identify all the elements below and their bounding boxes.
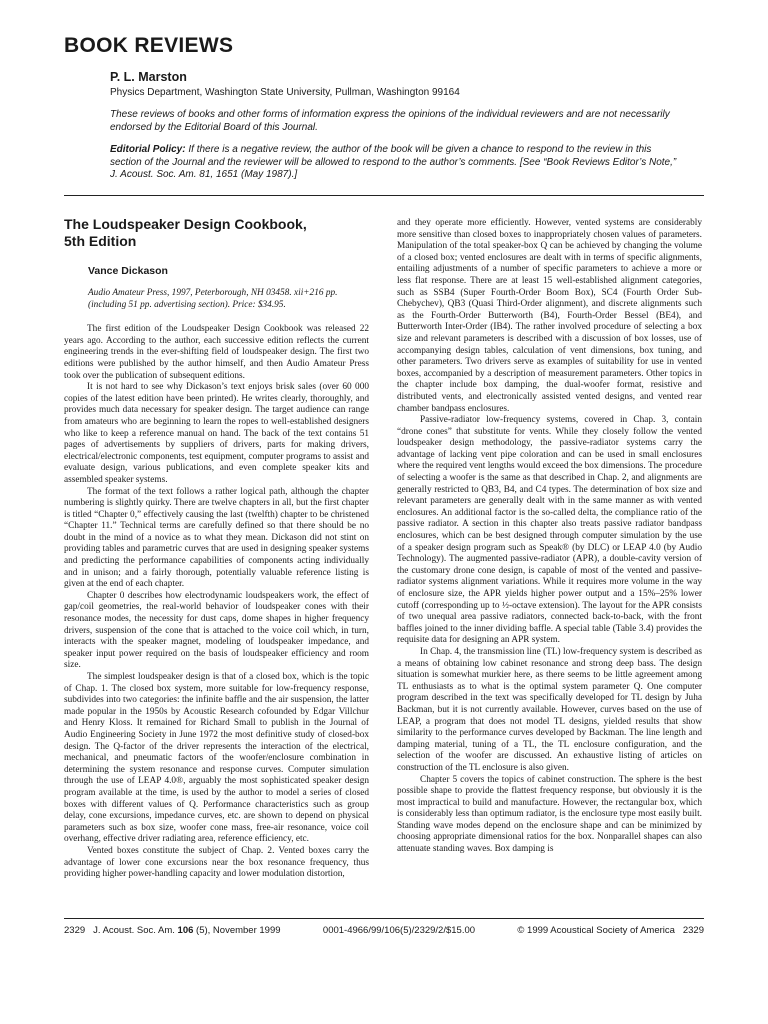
review-title-line2: 5th Edition: [64, 233, 137, 249]
page-number-right: 2329: [682, 925, 704, 936]
body-paragraph: Passive-radiator low-frequency systems, covered in Chap. 3, contain “drone cones” that substitute for vents. While they closely follow the vented loudspeaker design methodology, the passive-radiator systems carry the advantage of lacking vent pipe coloration and can be used in small enclosures where the required vent lengths would exceed the box dimensions. The procedure of selecting a woofer is the same as that described in Chap. 2, and alignments are generally restricted to QB3, B4, and C4 types. The determination of box size and relevant parameters are generally dealt with in the same manner as with vented enclosures. An additional factor is the so-called delta, the compliance ratio of the passive radiator. A section in this chapter also treats passive radiator bandpass enclosures, which can be best designed through computer simulation by the use of a speaker design program such as Speak® (by DLC) or LEAP 4.0 (by Audio Technology). The augmented passive-radiator (APR), a double-cavity version of the customary drone cone design, is capable of most of the vented and passive-radiator systems alignment variations. While it requires more volume in the way of enclosure size, the APR yields higher power output and a 15%–25% lower cutoff (corresponding up to ½-octave extension). The layout for the APR consists of two unequal area passive radiators, connected back-to-back, with the front baffles joined to the inner dividing baffle. A special table (Table 3.4) provides the requisite data for designing an APR system.: [397, 415, 702, 646]
policy-label: Editorial Policy:: [110, 144, 186, 155]
page-footer: [64, 925, 704, 936]
body-paragraph: In Chap. 4, the transmission line (TL) low-frequency system is described as a means of obtaining low cabinet resonance and strong deep bass. The design situation is somewhat murkier here, as there seems to be little agreement among TL enthusiasts as to what is the optimal system parameter Q. One computer program described in the text was specifically developed for TL design by Juha Backman, but it is not currently available. However, curves based on the use of LEAP, a program that does not model TL designs, yielded results that show similarity to the performance curves developed by Backman. The line length and damping material, tuning of a TL, the TL enclosure configuration, and the selection of the woofer are discussed. An exhaustive listing of articles on construction of the TL enclosure is also given.: [397, 646, 702, 773]
body-paragraph: It is not hard to see why Dickason’s text enjoys brisk sales (over 60 000 copies of the latest edition have been printed). He writes clearly, thoroughly, and provides much data necessary for speaker design. The target audience can range from amateurs who are beginning to learn the ropes to well-established designers who like to keep a reference manual on hand. The back of the text contains 51 pages of advertisements by suppliers of drivers, parts for making drivers, electrical/electronic components, test equipment, computer programs to assist and evaluate design, various publications, and even complete speaker kits and assembled speaker systems.: [64, 382, 369, 485]
body-paragraph: Chapter 0 describes how electrodynamic loudspeakers work, the effect of gap/coil geometries, the real-world behavior of loudspeaker cones with their resonance modes, the necessity for dust caps, dome shapes in higher frequency drivers, suspension of the cone that is attached to the voice coil which, in turn, interacts with the speaker magnet, modeling of loudspeaker impedance, and speaker input power required on the basis of loudspeaker efficiency and room size.: [64, 590, 369, 671]
editor-affiliation: Physics Department, Washington State University, Pullman, Washington 99164: [110, 87, 460, 98]
review-title: [64, 216, 369, 250]
editor-block: [110, 70, 670, 98]
page-number-left: 2329: [64, 925, 86, 936]
journal-name: J. Acoust. Soc. Am.: [93, 925, 175, 936]
left-column: [64, 216, 369, 881]
footer-copyright: [517, 925, 704, 936]
header-divider: [64, 195, 704, 196]
article-code: 0001-4966/99/106(5)/2329/2/$15.00: [322, 925, 476, 936]
editor-name: P. L. Marston: [110, 70, 187, 84]
policy-text: If there is a negative review, the author of the book will be given a chance to respond to the review in this section of the Journal and the reviewer will be allowed to respond to the author’s comments. [See “Book Reviews Editor’s Note,” J. Acoust. Soc. Am. 81, 1651 (May 1987).]: [110, 144, 677, 180]
disclaimer-note: These reviews of books and other forms of information express the opinions of the individual reviewers and are not necessarily endorsed by the Editorial Board of this Journal.: [110, 109, 670, 133]
review-title-line1: The Loudspeaker Design Cookbook,: [64, 216, 307, 232]
journal-volume: 106: [177, 925, 194, 936]
right-column: [397, 218, 702, 856]
book-info: Audio Amateur Press, 1997, Peterborough, NH 03458. xii+216 pp. (including 51 pp. advertising section). Price: $34.95.: [88, 288, 338, 310]
footer-citation: [64, 925, 281, 936]
body-paragraph: Chapter 5 covers the topics of cabinet construction. The sphere is the best possible shape to provide the flattest frequency response, but obviously it is the most impractical to build and manufacture. However, the rectangular box, which is considerably less than optimum radiator, is the enclosure type most easily built. Standing wave modes depend on the enclosure shape and can be minimized by choosing appropriate dimensional ratios for the box. Nonparallel shapes can also attenuate standing waves. Box damping is: [397, 774, 702, 855]
body-paragraph: and they operate more efficiently. However, vented systems are considerably more sensitive than closed boxes to inappropriately chosen values of parameters. Manipulation of the total speaker-box Q can be achieved by changing the volume of a closed box; vented enclosures are dealt with in terms of specific alignments, entailing adjustments of a number of specific parameters to achieve a more or less flat response. There are at least 15 well-established alignment categories, such as SSB4 (Super Fourth-Order Boom Box), SC4 (Fourth Order Sub-Chebychev), QB3 (Quasi Third-Order alignment), and discrete alignments such as the Fourth-Order Butterworth (B4), Fourth-Order Bessel (BE4), and Butterworth Inter-Order (IB4). The rather involved procedure of selecting a box size and relevant parameters is described with a discussion of box losses, use of accompanying design tables, calculation of vent dimensions, box tuning, and other parameters. Two drivers serve as examples of suitability for use in vented boxes, accompanied by a description of measurement parameters. Other topics in the chapter include box damping, the dual-woofer format, resistive and distributed vents, and electronically assisted vented designs, and vented rear chamber bandpass enclosures.: [397, 218, 702, 414]
copyright-text: © 1999 Acoustical Society of America: [517, 925, 675, 936]
reviewer-name: Vance Dickason: [88, 265, 168, 277]
body-paragraph: Vented boxes constitute the subject of Chap. 2. Vented boxes carry the advantage of lower cone excursions near the box resonance frequency, thus providing higher power-handling capacity and lower modulation distortion,: [64, 845, 369, 880]
editorial-policy: [110, 144, 685, 182]
footer-divider: [64, 918, 704, 919]
issue-date: (5), November 1999: [196, 925, 281, 936]
body-paragraph: The format of the text follows a rather logical path, although the chapter numbering is slightly quirky. There are twelve chapters in all, but the first chapter is titled “Chapter 0,” effectively causing the last (twelfth) chapter to be christened “Chapter 11.” Technical terms are carefully defined so that there should be no doubt in the mind of a novice as to what they mean. Dickason did not stint on providing tables and parametric curves that are used in designing speaker systems and predicting the performance capabilities of components acting individually and in unison; and a fairly thorough, potentially valuable reference listing is given at the end of each chapter.: [64, 486, 369, 590]
section-title: BOOK REVIEWS: [64, 34, 234, 57]
body-paragraph: The first edition of the Loudspeaker Design Cookbook was released 22 years ago. According to the author, each successive edition reflects the current engineering trends in the ever-shifting field of loudspeaker design. The first two editions were published by the author himself, and then Audio Amateur Press took over the publication of subsequent editions.: [64, 324, 369, 381]
body-paragraph: The simplest loudspeaker design is that of a closed box, which is the topic of Chap. 1. The closed box system, more suitable for low-frequency response, subdivides into two categories: the infinite baffle and the air suspension, the latter made popular in the 1950s by Acoustic Research cofounded by Edgar Villchur and Henry Kloss. It remained for Richard Small to publish in the Journal of Audio Engineering Society in June 1972 the most definitive study of closed-box design. The Q-factor of the driver represents the interaction of the electrical, mechanical, and pneumatic factors of the woofer/enclosure combination in determining the system resonance and response curves. Computer simulation through the use of LEAP 4.0®, arguably the most sophisticated speaker design program available at the time, is used by the author to model a series of closed boxes with different values of Q. Performance characteristics such as group delay, cone excursions, impedance curves, etc. are shown to depend on physical parameters such as box size, woofer cone mass, free-air resonance, voice coil overhang, effective driver radiating area, reference efficiency, etc.: [64, 672, 369, 845]
